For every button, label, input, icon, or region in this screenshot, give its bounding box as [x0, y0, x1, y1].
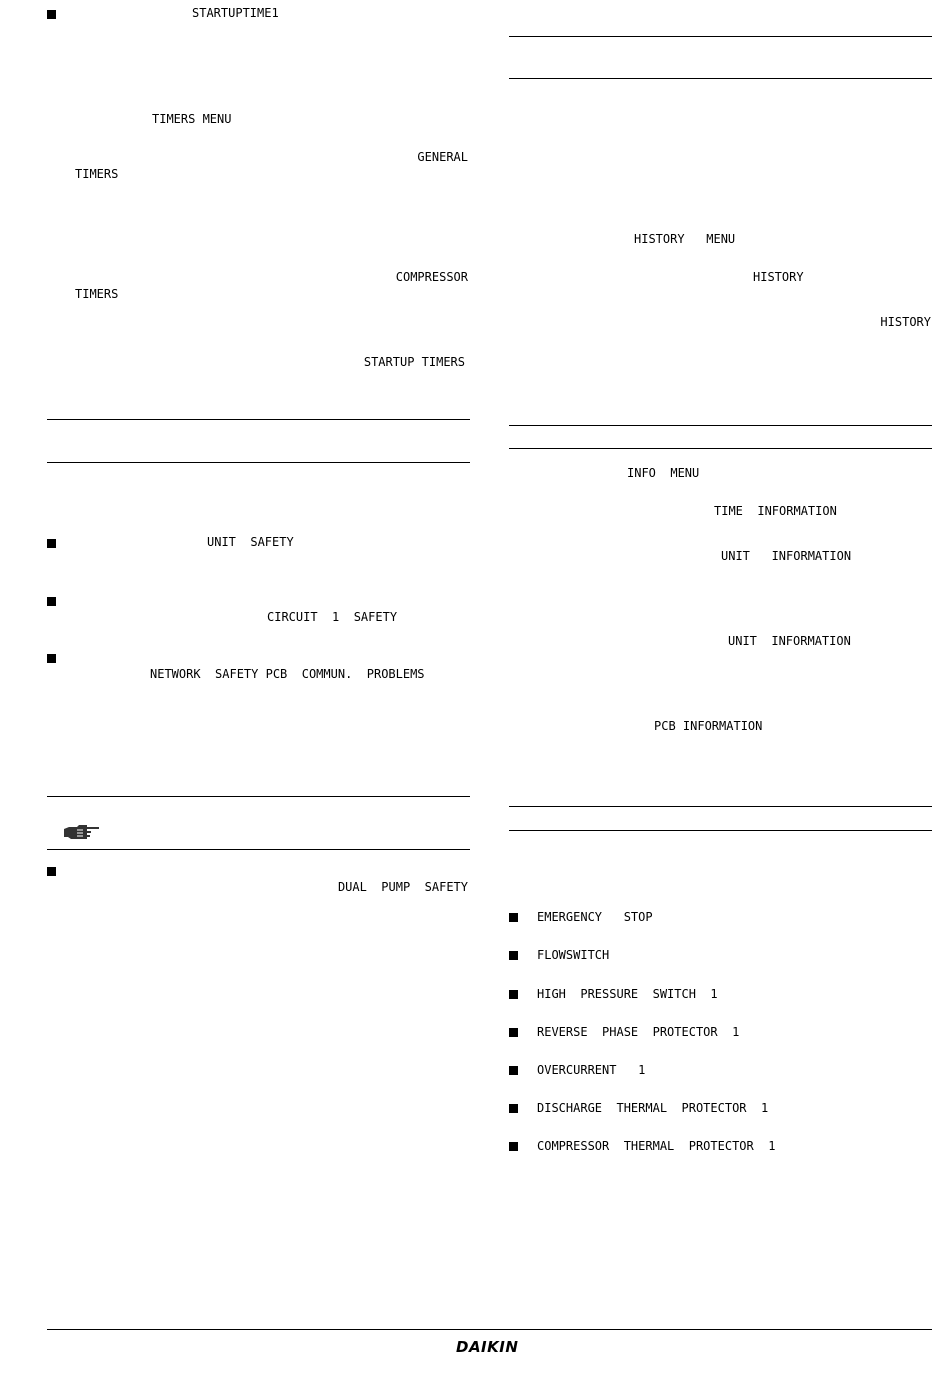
info-menu-label: INFO MENU	[627, 466, 700, 480]
list-item: FLOWSWITCH	[537, 948, 610, 962]
timers-menu-label: TIMERS MENU	[152, 112, 232, 126]
list-item: DISCHARGE THERMAL PROTECTOR 1	[537, 1101, 769, 1115]
list-item: COMPRESSOR THERMAL PROTECTOR 1	[537, 1139, 776, 1153]
list-item: OVERCURRENT 1	[537, 1063, 646, 1077]
divider	[47, 796, 470, 797]
pointing-hand-icon	[63, 823, 101, 841]
general-label: GENERAL	[417, 150, 468, 164]
list-item: EMERGENCY STOP	[537, 910, 653, 924]
history-label: HISTORY	[753, 270, 804, 284]
general-timers-label: TIMERS	[75, 167, 119, 181]
divider	[509, 425, 932, 426]
compressor-timers-label: TIMERS	[75, 287, 119, 301]
divider	[47, 419, 470, 420]
list-item: HIGH PRESSURE SWITCH 1	[537, 987, 718, 1001]
unit-information-label: UNIT INFORMATION	[721, 549, 852, 563]
list-item: REVERSE PHASE PROTECTOR 1	[537, 1025, 740, 1039]
unit-safety-label: UNIT SAFETY	[207, 535, 294, 549]
history-menu-label: HISTORY MENU	[634, 232, 736, 246]
bullet	[509, 1028, 518, 1037]
divider	[509, 806, 932, 807]
bullet	[509, 951, 518, 960]
unit-information-label: UNIT INFORMATION	[728, 634, 851, 648]
bullet	[47, 867, 56, 876]
bullet	[509, 1066, 518, 1075]
circuit-safety-label: CIRCUIT 1 SAFETY	[267, 610, 398, 624]
pcb-information-label: PCB INFORMATION	[654, 719, 763, 733]
bullet	[509, 990, 518, 999]
network-safety-label: NETWORK SAFETY PCB COMMUN. PROBLEMS	[150, 667, 425, 681]
divider	[509, 448, 932, 449]
startup-timers-label: STARTUP TIMERS	[363, 355, 465, 369]
bullet	[47, 10, 56, 19]
bullet	[47, 539, 56, 548]
bullet	[47, 654, 56, 663]
footer-rule	[47, 1329, 932, 1330]
time-information-label: TIME INFORMATION	[714, 504, 837, 518]
history-label: HISTORY	[880, 315, 931, 329]
divider	[509, 830, 932, 831]
bullet	[509, 1104, 518, 1113]
bullet	[509, 913, 518, 922]
daikin-logo: DAIKIN	[456, 1338, 519, 1356]
divider	[509, 36, 932, 37]
bullet	[509, 1142, 518, 1151]
divider	[509, 78, 932, 79]
dual-pump-safety-label: DUAL PUMP SAFETY	[337, 880, 468, 894]
compressor-label: COMPRESSOR	[395, 270, 468, 284]
startuptime-label: STARTUPTIME1	[192, 6, 279, 20]
divider	[47, 462, 470, 463]
divider	[47, 849, 470, 850]
bullet	[47, 597, 56, 606]
